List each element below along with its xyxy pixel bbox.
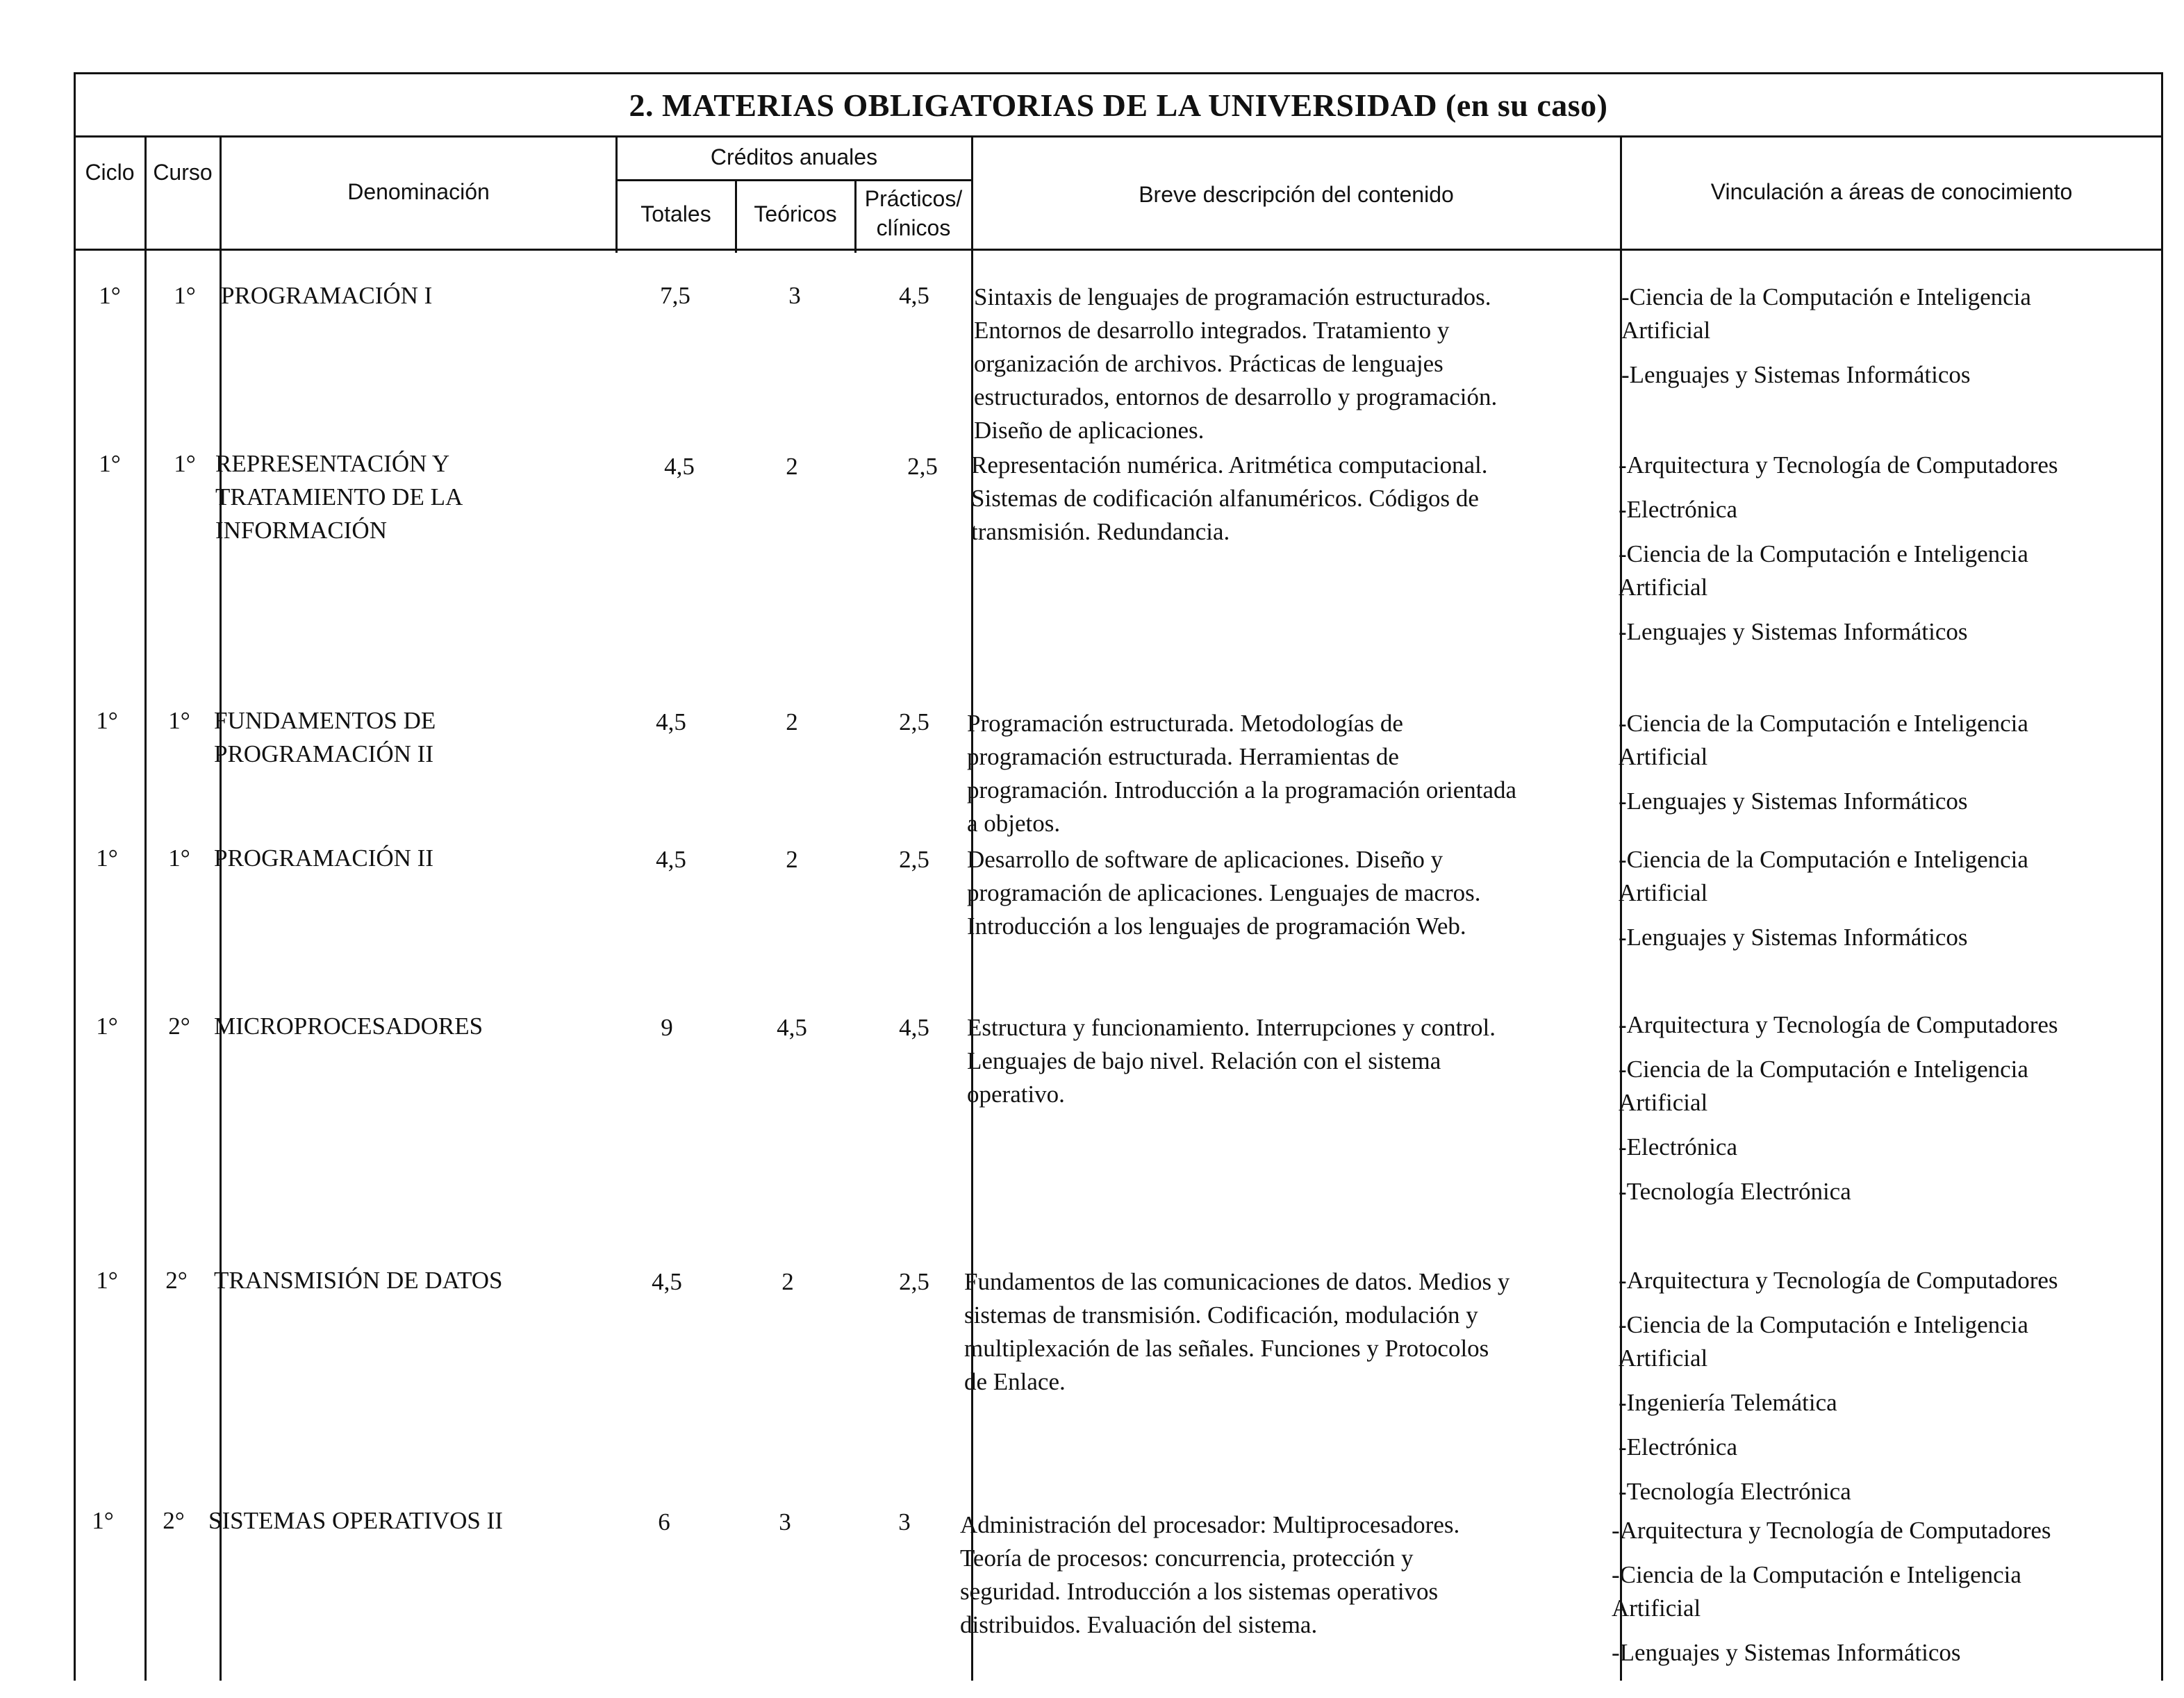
row1-denominacion: PROGRAMACIÓN I [221, 282, 433, 309]
header-totales: Totales [640, 201, 711, 226]
area-item: -Arquitectura y Tecnología de Computadores [1612, 1517, 2051, 1544]
area-item: -Ciencia de la Computación e Inteligencia Artificial [1619, 540, 2028, 601]
header-denominacion: Denominación [347, 179, 490, 204]
header-descripcion: Breve descripción del contenido [1139, 182, 1454, 207]
area-item: -Lenguajes y Sistemas Informáticos [1619, 618, 1968, 645]
row6-teoricos: 2 [781, 1268, 794, 1295]
area-item: -Electrónica [1619, 1433, 1738, 1460]
row7-practicos: 3 [898, 1508, 911, 1535]
row1-practicos: 4,5 [899, 282, 929, 309]
row1-curso: 1° [174, 282, 196, 309]
area-item: -Ciencia de la Computación e Inteligencia Artificial [1612, 1561, 2021, 1622]
area-item: -Ciencia de la Computación e Inteligencia Artificial [1619, 1056, 2028, 1116]
row2-practicos: 2,5 [907, 453, 938, 480]
row4-areas [1619, 843, 2167, 965]
row5-descripcion: Estructura y funcionamiento. Interrupciones y control. Lenguajes de bajo nivel. Relación con el sistema operativo. [967, 1014, 1496, 1108]
area-item: -Ciencia de la Computación e Inteligencia Artificial [1619, 1311, 2028, 1372]
area-item: -Electrónica [1619, 1133, 1738, 1160]
header-ciclo: Ciclo [85, 160, 135, 185]
row5-teoricos: 4,5 [777, 1014, 807, 1041]
row2-totales: 4,5 [664, 453, 695, 480]
row4-curso: 1° [168, 844, 190, 872]
row2-descripcion: Representación numérica. Aritmética computacional. Sistemas de codificación alfanuméricos. Códigos de transmisión. Redundancia. [971, 451, 1488, 545]
row3-curso: 1° [168, 707, 190, 734]
row4-ciclo: 1° [96, 844, 118, 872]
row5-ciclo: 1° [96, 1013, 118, 1040]
area-item: -Lenguajes y Sistemas Informáticos [1619, 788, 1968, 815]
row7-teoricos: 3 [779, 1508, 791, 1535]
row2-areas [1619, 449, 2167, 660]
area-item: -Arquitectura y Tecnología de Computadores [1619, 1011, 2058, 1038]
row7-totales: 6 [658, 1508, 670, 1535]
row6-areas [1619, 1264, 2167, 1520]
row7-curso: 2° [163, 1507, 185, 1534]
row6-ciclo: 1° [96, 1267, 118, 1294]
row4-descripcion: Desarrollo de software de aplicaciones. Diseño y programación de aplicaciones. Lenguajes de macros. Introducción a los lenguajes de programación Web. [967, 846, 1481, 940]
row1-totales: 7,5 [660, 282, 690, 309]
header-practicos: Prácticos/ [864, 186, 963, 211]
area-item: -Lenguajes y Sistemas Informáticos [1619, 924, 1968, 951]
area-item: -Ciencia de la Computación e Inteligencia Artificial [1619, 710, 2028, 770]
row6-descripcion: Fundamentos de las comunicaciones de datos. Medios y sistemas de transmisión. Codificación, modulación y multiplexación de las señales. Funciones y Protocolos de Enlace. [964, 1268, 1510, 1395]
area-item: -Tecnología Electrónica [1619, 1478, 1851, 1505]
row3-totales: 4,5 [656, 708, 686, 735]
row4-denominacion: PROGRAMACIÓN II [214, 844, 433, 872]
row4-teoricos: 2 [786, 846, 798, 873]
col-line-ciclo [144, 138, 147, 1681]
row5-totales: 9 [661, 1014, 673, 1041]
col-line-curso [220, 138, 222, 1681]
row1-areas [1621, 281, 2170, 403]
row2-teoricos: 2 [786, 453, 798, 480]
row6-practicos: 2,5 [899, 1268, 929, 1295]
header-creditos-anuales: Créditos anuales [710, 144, 878, 169]
row7-descripcion: Administración del procesador: Multiprocesadores. Teoría de procesos: concurrencia, protección y seguridad. Introducción a los sistemas operativos distribuidos. Evaluación del sistema. [960, 1511, 1460, 1638]
area-item: -Ciencia de la Computación e Inteligencia Artificial [1619, 846, 2028, 906]
row2-curso: 1° [174, 450, 196, 477]
area-item: -Tecnología Electrónica [1619, 1178, 1851, 1205]
row1-descripcion: Sintaxis de lenguajes de programación estructurados. Entornos de desarrollo integrados. Tratamiento y organización de archivos. Prácticas de lenguajes estructurados, entornos de desarrollo y programación. Diseño de aplicaciones. [974, 283, 1498, 444]
row3-teoricos: 2 [786, 708, 798, 735]
row2-ciclo: 1° [99, 450, 121, 477]
header-bottom-border [74, 249, 2163, 251]
row6-curso: 2° [165, 1267, 188, 1294]
row5-practicos: 4,5 [899, 1014, 929, 1041]
row2-denominacion: REPRESENTACIÓN Y TRATAMIENTO DE LA INFORMACIÓN [215, 450, 463, 544]
row7-areas [1612, 1514, 2160, 1681]
page-title: 2. MATERIAS OBLIGATORIAS DE LA UNIVERSIDAD (en su caso) [629, 88, 1608, 123]
row3-areas [1619, 707, 2167, 829]
area-item: -Ciencia de la Computación e Inteligencia Artificial [1621, 283, 2031, 344]
row5-denominacion: MICROPROCESADORES [214, 1013, 483, 1040]
row7-ciclo: 1° [92, 1507, 114, 1534]
header-clinicos: clínicos [876, 215, 951, 240]
row3-descripcion: Programación estructurada. Metodologías de programación estructurada. Herramientas de programación. Introducción a la programación orientada a objetos. [967, 710, 1517, 837]
row3-denominacion: FUNDAMENTOS DE PROGRAMACIÓN II [214, 707, 436, 767]
area-item: -Ingeniería Telemática [1619, 1389, 1837, 1416]
area-item: -Arquitectura y Tecnología de Computadores [1619, 451, 2058, 478]
row4-totales: 4,5 [656, 846, 686, 873]
header-curso: Curso [153, 160, 213, 185]
row5-curso: 2° [168, 1013, 190, 1040]
area-item: -Lenguajes y Sistemas Informáticos [1621, 361, 1971, 388]
row7-denominacion: SISTEMAS OPERATIVOS II [208, 1507, 503, 1534]
row4-practicos: 2,5 [899, 846, 929, 873]
row1-ciclo: 1° [99, 282, 121, 309]
area-item: -Lenguajes y Sistemas Informáticos [1612, 1639, 1961, 1666]
title-box [74, 72, 2163, 138]
header-vinculacion: Vinculación a áreas de conocimiento [1710, 179, 2073, 204]
row6-denominacion: TRANSMISIÓN DE DATOS [214, 1267, 503, 1294]
row1-teoricos: 3 [788, 282, 801, 309]
row6-totales: 4,5 [652, 1268, 682, 1295]
credits-divider [615, 179, 971, 181]
row3-practicos: 2,5 [899, 708, 929, 735]
area-item: -Electrónica [1619, 496, 1738, 523]
header-teoricos: Teóricos [754, 201, 837, 226]
row5-areas [1619, 1008, 2167, 1220]
row3-ciclo: 1° [96, 707, 118, 734]
table-left-border [74, 72, 76, 1681]
area-item: -Arquitectura y Tecnología de Computadores [1619, 1267, 2058, 1294]
